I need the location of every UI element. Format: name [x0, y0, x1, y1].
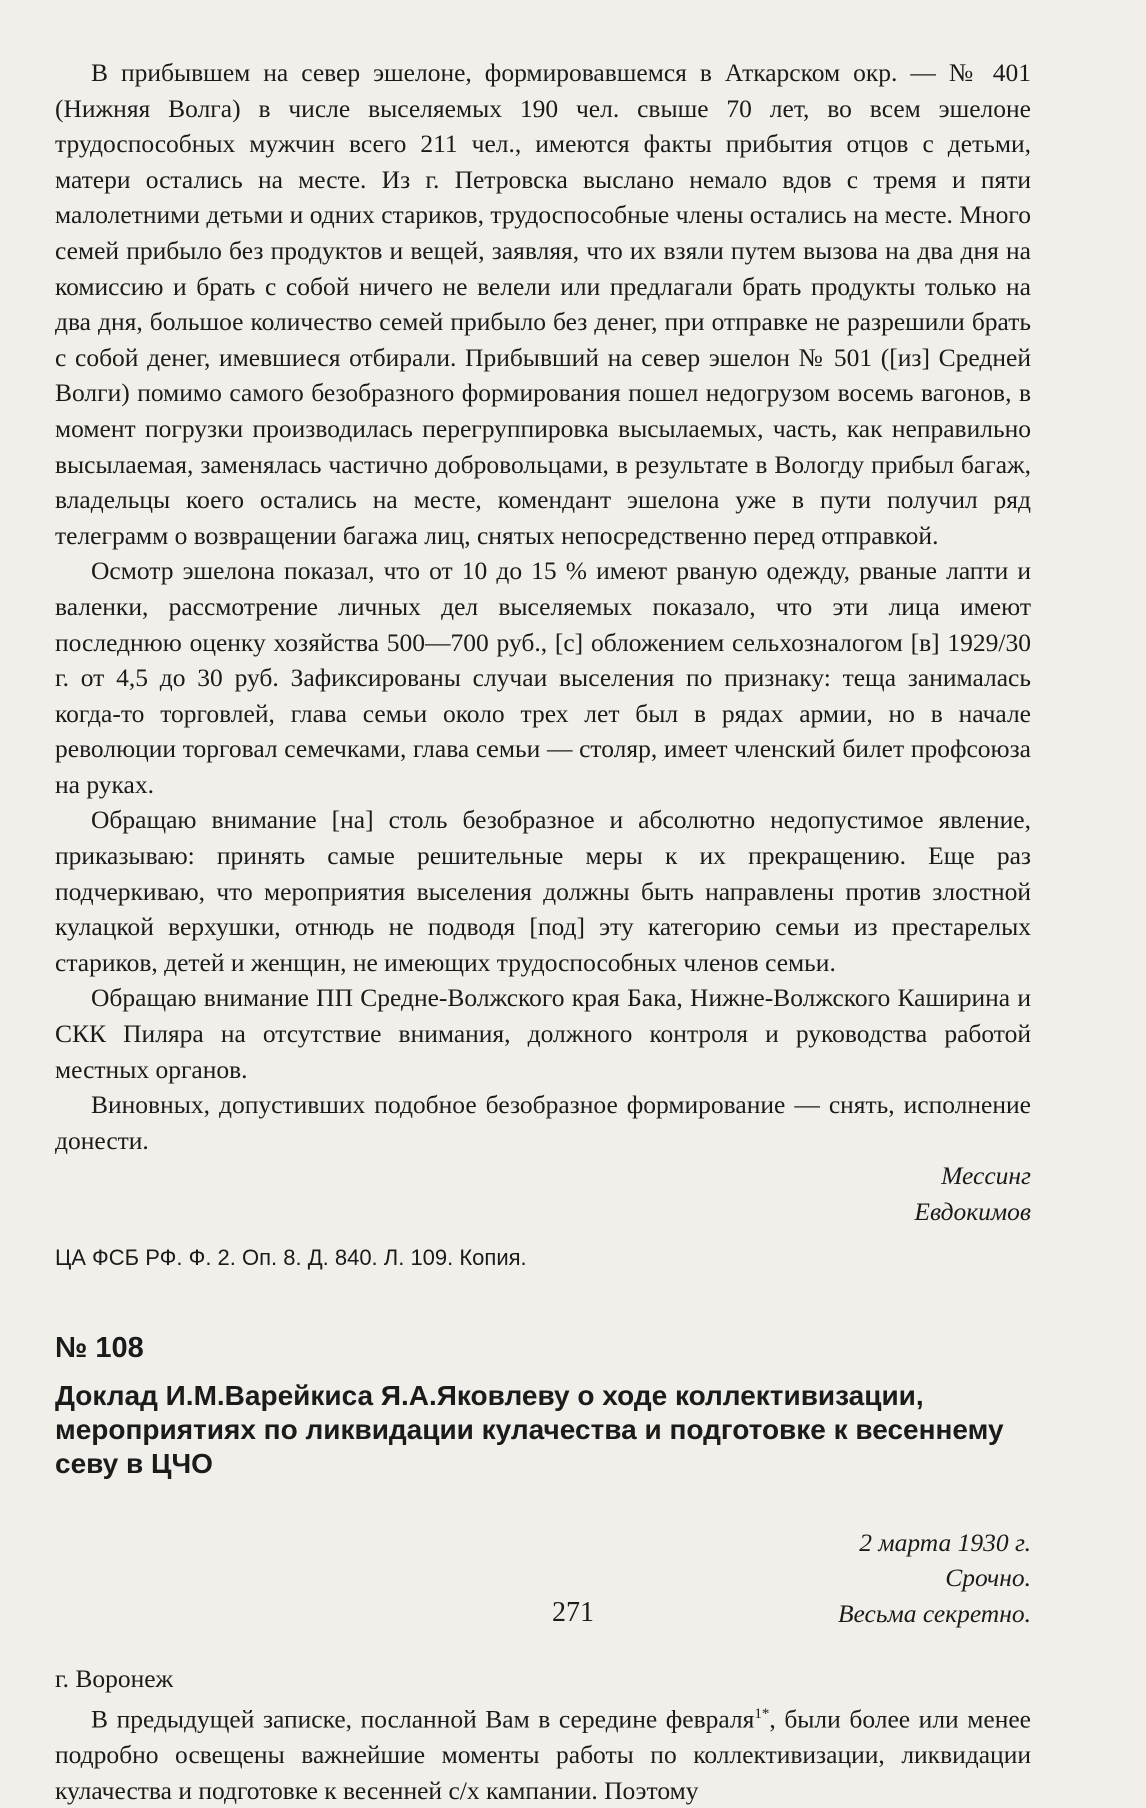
paragraph-5: Виновных, допустивших подобное безобразное формирование — снять, исполнение донести.: [55, 1090, 1031, 1155]
document-date: 2 марта 1930 г.: [859, 1527, 1031, 1557]
page-number: 271: [552, 1597, 594, 1628]
secrecy-mark: Весьма секретно.: [837, 1598, 1031, 1628]
paragraph-1: В прибывшем на север эшелоне, формировавшемся в Аткарском окр. — № 401 (Нижняя Волга) в числе выселяемых 190 чел. свыше 70 лет, во всем эшелоне трудоспособных мужчин всего 211 чел., имеются факты прибытия отцов с детьми, матери остались на месте. Из г. Петровска выслано немало вдов с тремя и пяти малолетними детьми и одних стариков, трудоспособные члены остались на месте. Много семей прибыло без продуктов и вещей, заявляя, что их взяли путем вызова на два дня на комиссию и брать с собой ничего не велели или предлагали брать продукты только на два дня, большое количество семей прибыло без денег, при отправке не разрешили брать с собой денег, имевшиеся отбирали. Прибывший на север эшелон № 501 ([из] Средней Волги) помимо самого безобразного формирования пошел недогрузом восемь вагонов, в момент погрузки производилась перегруппировка высылаемых, часть, как неправильно высылаемая, заменялась частично добровольцами, в результате в Вологду прибыл багаж, владельцы коего остались на месте, комендант эшелона уже в пути получил ряд телеграмм о возвращении багажа лиц, снятых непосредственно перед отправкой.: [55, 58, 1031, 550]
intro-text-end: , были более или менее подробно освещены важнейшие моменты работы по коллективизации, ликвидации кулачества и подготовке к весенней с/х кампании. Поэтому: [55, 1704, 1031, 1805]
document-title: Доклад И.М.Варейкиса Я.А.Яковлеву о ходе коллективизации, мероприятиях по ликвидации кулачества и подготовке к весеннему севу в ЦЧО: [55, 1379, 1004, 1479]
footnote-mark: 1*: [754, 1705, 770, 1722]
archive-reference: ЦА ФСБ РФ. Ф. 2. Оп. 8. Д. 840. Л. 109. Копия.: [55, 1244, 527, 1270]
signature-evdokimov: Евдокимов: [914, 1197, 1031, 1226]
document-number: № 108: [55, 1331, 144, 1364]
page-content: [55, 55, 1031, 1808]
signature-messing: Мессинг: [941, 1161, 1031, 1191]
document-place: г. Воронеж: [55, 1664, 174, 1694]
paragraph-3: Обращаю внимание [на] столь безобразное и абсолютно недопустимое явление, приказываю: принять самые решительные меры к их прекращению. Еще раз подчеркиваю, что мероприятия выселения должны быть направлены против злостной кулацкой верхушки, отнюдь не подводя [под] эту категорию семьи из престарелых стариков, детей и женщин, не имеющих трудоспособных членов семьи.: [55, 805, 1031, 977]
intro-text-start: В предыдущей записке, посланной Вам в середине февраля: [91, 1704, 755, 1734]
paragraph-2: Осмотр эшелона показал, что от 10 до 15 % имеют рваную одежду, рваные лапти и валенки, рассмотрение личных дел выселяемых показало, что эти лица имеют последнюю оценку хозяйства 500—700 руб., [с] обложением сельхозналогом [в] 1929/30 г. от 4,5 до 30 руб. Зафиксированы случаи выселения по признаку: теща занималась когда-то торговлей, глава семьи около трех лет был в рядах армии, но в начале революции торговал семечками, глава семьи — столяр, имеет членский билет профсоюза на руках.: [55, 556, 1031, 799]
intro-paragraph: [55, 1697, 1031, 1808]
paragraph-4: Обращаю внимание ПП Средне-Волжского края Бака, Нижне-Волжского Каширина и СКК Пиляра на отсутствие внимания, должного контроля и руководства работой местных органов.: [55, 983, 1031, 1084]
urgency-mark: Срочно.: [945, 1563, 1031, 1593]
